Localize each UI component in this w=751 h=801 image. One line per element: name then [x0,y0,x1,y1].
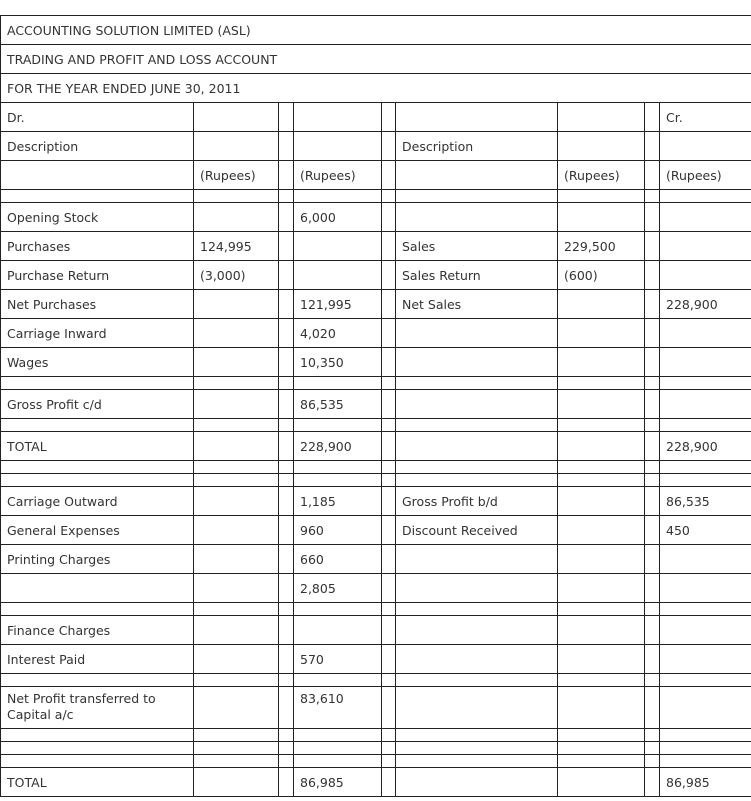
total-label: TOTAL [1,432,194,461]
row-label: Wages [1,348,194,377]
table-row [1,645,751,674]
rupees-header-row [1,161,751,190]
rupees-header: (Rupees) [558,161,645,190]
description-left-header: Description [1,132,194,161]
statement-row [1,45,751,74]
row-label: Net Profit transferred to Capital a/c [1,687,194,729]
company-name: ACCOUNTING SOLUTION LIMITED (ASL) [1,16,751,45]
row-label: Purchases [1,232,194,261]
table-row [1,390,751,419]
table-row [1,319,751,348]
table-row [1,290,751,319]
row-label: General Expenses [1,516,194,545]
spacer-row [1,461,751,474]
spacer-row [1,729,751,742]
period-title: FOR THE YEAR ENDED JUNE 30, 2011 [1,74,751,103]
spacer-row [1,674,751,687]
amount: 86,535 [294,390,382,419]
table-row [1,516,751,545]
row-label: Carriage Inward [1,319,194,348]
statement-title: TRADING AND PROFIT AND LOSS ACCOUNT [1,45,751,74]
company-row [1,16,751,45]
total-label: TOTAL [1,768,194,797]
table-row [1,348,751,377]
row-label: Sales [396,232,558,261]
amount: 660 [294,545,382,574]
dr-cr-row [1,103,751,132]
total-amount: 86,985 [294,768,382,797]
table-row [1,687,751,729]
table-row [1,203,751,232]
amount: 450 [660,516,751,545]
rupees-header: (Rupees) [660,161,751,190]
description-header-row [1,132,751,161]
amount: 83,610 [294,687,382,729]
row-label: Sales Return [396,261,558,290]
table-row [1,261,751,290]
period-row [1,74,751,103]
amount: 229,500 [558,232,645,261]
table-row [1,487,751,516]
row-label: Carriage Outward [1,487,194,516]
amount: 1,185 [294,487,382,516]
table-row [1,545,751,574]
amount: 570 [294,645,382,674]
table-row [1,616,751,645]
total-amount: 228,900 [294,432,382,461]
spacer-row [1,474,751,487]
row-label: Gross Profit c/d [1,390,194,419]
amount: 960 [294,516,382,545]
dr-label: Dr. [1,103,194,132]
spacer-row [1,755,751,768]
cr-label: Cr. [660,103,751,132]
table-row [1,574,751,603]
row-label: Gross Profit b/d [396,487,558,516]
amount: 10,350 [294,348,382,377]
row-label: Finance Charges [1,616,194,645]
description-right-header: Description [396,132,558,161]
amount: 124,995 [194,232,279,261]
spacer-row [1,603,751,616]
spacer-row [1,419,751,432]
row-label: Opening Stock [1,203,194,232]
rupees-header: (Rupees) [194,161,279,190]
row-label: Printing Charges [1,545,194,574]
amount: 228,900 [660,290,751,319]
total-amount: 86,985 [660,768,751,797]
row-label: Interest Paid [1,645,194,674]
row-label: Net Sales [396,290,558,319]
rupees-header: (Rupees) [294,161,382,190]
amount: (3,000) [194,261,279,290]
trading-pnl-account-table [0,15,751,797]
row-label: Discount Received [396,516,558,545]
subtotal-amount: 2,805 [294,574,382,603]
row-label: Net Purchases [1,290,194,319]
amount: 121,995 [294,290,382,319]
amount: (600) [558,261,645,290]
table-row [1,232,751,261]
total-row [1,432,751,461]
amount: 86,535 [660,487,751,516]
spacer-row [1,742,751,755]
total-row [1,768,751,797]
total-amount: 228,900 [660,432,751,461]
spacer-row [1,190,751,203]
amount: 4,020 [294,319,382,348]
amount: 6,000 [294,203,382,232]
spacer-row [1,377,751,390]
row-label: Purchase Return [1,261,194,290]
